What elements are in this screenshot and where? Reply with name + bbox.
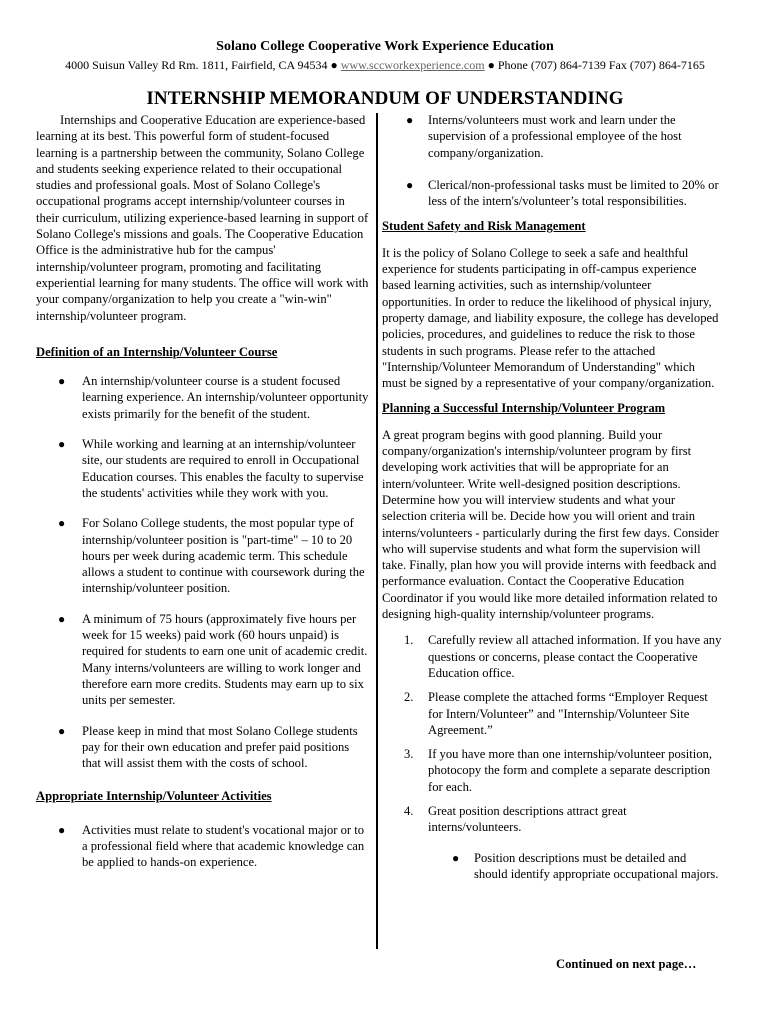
activities-list — [36, 822, 370, 871]
list-item: 2. Please complete the attached forms “Employer Request for Intern/Volunteer” and "Internship/Volunteer Site Agreement.” — [404, 690, 708, 737]
bullet-icon: ● — [58, 437, 66, 452]
continued-note: Continued on next page… — [556, 957, 697, 971]
column-divider — [376, 113, 378, 949]
list-item: 4. Great position descriptions attract great interns/volunteers. ● Position descriptions must be detailed and should identify appropriate occupational majors. — [382, 803, 722, 882]
address: 4000 Suisun Valley Rd Rm. 1811, Fairfield, CA 94534 ● — [65, 58, 338, 72]
step4-sublist — [428, 850, 722, 883]
list-item: ● Position descriptions must be detailed and should identify appropriate occupational majors. — [452, 850, 719, 881]
right-column — [382, 112, 722, 882]
list-item: 3. If you have more than one internship/volunteer position, photocopy the form and complete a separate description for each. — [404, 747, 712, 794]
list-item: 1. Carefully review all attached information. If you have any questions or concerns, please contact the Cooperative Education office. — [404, 633, 722, 680]
activities-heading: Appropriate Internship/Volunteer Activities — [36, 789, 272, 804]
bullet-icon: ● — [58, 611, 66, 626]
bullet-icon: ● — [58, 723, 66, 738]
safety-paragraph: It is the policy of Solano College to seek a safe and healthful experience for students participating in off-campus experience based learning activities, such as internship/volunteer opportunities. In order to reduce the likelihood of physical injury, property damage, and liability exposure, the college has developed policies, procedures, and guidelines to reduce the risk to those students in such programs. Please refer to the attached "Internship/Volunteer Memorandum of Understanding" which must be signed by a representative of your company/organization. — [382, 245, 719, 391]
website-link[interactable]: www.sccworkexperience.com — [340, 58, 485, 72]
activities-list-continued — [382, 112, 722, 209]
bullet-icon: ● — [452, 850, 460, 865]
list-item: ● Interns/volunteers must work and learn under the supervision of a professional employee of the host company/organization. — [406, 113, 682, 160]
list-item: ● Please keep in mind that most Solano College students pay for their own education and prefer paid positions that will assist them with the costs of school. — [58, 723, 358, 771]
contact-line — [0, 58, 770, 73]
bullet-icon: ● — [58, 374, 66, 389]
planning-paragraph: A great program begins with good planning. Build your company/organization's internship/volunteer program by first developing work activities that will be appropriate for an intern/volunteer. Write well-designed position descriptions. Determine how you will interview students and what your selection criteria will be. Decide how you will orient and train interns/volunteers - particularly during the first few days. Consider who will supervise students and what form the supervision will take. Finally, plan how you will provide interns with feedback and performance evaluation. Contact the Cooperative Education Coordinator if you would like more detailed information related to designing high-quality internship/volunteer programs. — [382, 427, 719, 622]
list-item: ● A minimum of 75 hours (approximately five hours per week for 15 weeks) paid work (60 hours unpaid) is required for students to earn one unit of academic credit. Many interns/volunteers are willing to work longer and therefore earn more credits. Students may earn up to six units per semester. — [58, 611, 368, 708]
document-header — [0, 38, 770, 73]
list-item: ● An internship/volunteer course is a student focused learning experience. An internship/volunteer opportunity exists primarily for the benefit of the student. — [58, 374, 369, 421]
list-item: ● Clerical/non-professional tasks must be limited to 20% or less of the intern's/volunteer’s total responsibilities. — [406, 177, 719, 209]
left-column — [36, 112, 370, 871]
definition-heading: Definition of an Internship/Volunteer Course — [36, 344, 278, 359]
bullet-icon: ● — [406, 113, 414, 127]
safety-heading: Student Safety and Risk Management — [382, 219, 586, 234]
list-item: ● Activities must relate to student's vocational major or to a professional field where that academic knowledge can be applied to hands-on experience. — [58, 822, 365, 870]
org-title: Solano College Cooperative Work Experience Education — [216, 39, 554, 54]
list-item: ● For Solano College students, the most popular type of internship/volunteer position is "part-time" – 10 to 20 hours per week during academic term. This schedule allows a student to continue with coursework during the internship/volunteer position. — [58, 516, 365, 596]
page-title: INTERNSHIP MEMORANDUM OF UNDERSTANDING — [146, 88, 624, 109]
phone-fax: ● Phone (707) 864-7139 Fax (707) 864-7165 — [487, 58, 705, 72]
bullet-icon: ● — [58, 822, 66, 837]
bullet-icon: ● — [406, 177, 414, 192]
bullet-icon: ● — [58, 516, 66, 531]
definition-list — [36, 373, 370, 771]
planning-heading: Planning a Successful Internship/Volunteer Program — [382, 401, 666, 416]
steps-list — [382, 632, 722, 882]
intro-paragraph: Internships and Cooperative Education are experience-based learning at its best. This powerful form of student-focused learning is a partnership between the community, Solano College and students seeking experience related to their occupational studies and professional goals. Most of Solano College's occupational programs accept internship/volunteer courses in their curriculum, utilizing experience-based learning in support of Solano College's missions and goals. The Cooperative Education Office is the administrative hub for the campus' internship/volunteer program, promoting and facilitating experiential learning for many students. The office will work with your company/organization to help you create a "win-win" internship/volunteer program. — [36, 113, 369, 323]
list-item: ● While working and learning at an internship/volunteer site, our students are required to enroll in Occupational Education courses. This enables the faculty to supervise the students' activities while they work with you. — [58, 437, 364, 500]
